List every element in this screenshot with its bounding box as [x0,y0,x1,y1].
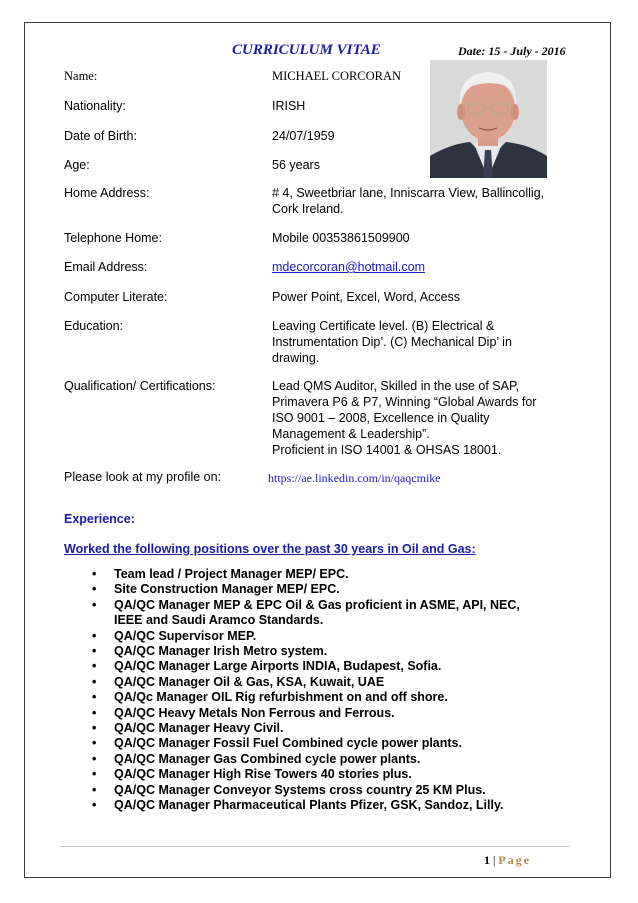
education-label: Education: [64,319,124,333]
experience-item: • QA/QC Supervisor MEP. [92,628,257,643]
experience-item: • QA/QC Manager MEP & EPC Oil & Gas proficient in ASME, API, NEC, IEEE and Saudi Aramco Standards. [92,597,520,628]
name-value: MICHAEL CORCORAN [272,69,402,83]
address-value: # 4, Sweetbriar lane, Inniscarra View, Ballincollig, Cork Ireland. [272,186,545,216]
qualification-text: Lead QMS Auditor, Skilled in the use of SAP, Primavera P6 & P7, Winning “Global Awards for ISO 9001 – 2008, Excellence in Quality Management & Leadership”. [272,379,537,441]
experience-item: • QA/QC Manager Pharmaceutical Plants Pfizer, GSK, Sandoz, Lilly. [92,798,504,813]
experience-item: • Site Construction Manager MEP/ EPC. [92,582,340,597]
page-number: 1 [484,853,490,867]
bullet-icon: • [92,721,97,736]
experience-item: • QA/QC Manager Oil & Gas, KSA, Kuwait, UAE [92,674,385,689]
computer-value: Power Point, Excel, Word, Access [272,290,461,304]
dob-value: 24/07/1959 [272,129,335,143]
bullet-icon: • [92,782,97,797]
experience-item: • QA/QC Manager High Rise Towers 40 stories plus. [92,767,412,782]
bullet-icon: • [92,705,97,720]
education-value: Leaving Certificate level. (B) Electrical & Instrumentation Dip’. (C) Mechanical Dip’ in drawing. [272,319,512,365]
telephone-label: Telephone Home: [64,231,162,245]
bullet-icon: • [92,597,97,612]
telephone-value: Mobile 00353861509900 [272,231,410,245]
bullet-icon: • [92,690,97,705]
bullet-icon: • [92,751,97,766]
email-link[interactable]: mdecorcoran@hotmail.com [272,260,426,274]
page-footer [484,853,531,868]
bullet-icon: • [92,798,97,813]
experience-item: • QA/QC Manager Large Airports INDIA, Budapest, Sofia. [92,659,442,674]
qualification-label: Qualification/ Certifications: [64,379,216,393]
experience-item: • QA/QC Manager Fossil Fuel Combined cycle power plants. [92,736,462,751]
nationality-value: IRISH [272,99,306,113]
experience-item: • QA/QC Manager Heavy Civil. [92,721,284,736]
dob-label: Date of Birth: [64,129,137,143]
age-value: 56 years [272,158,320,172]
experience-list [92,567,542,814]
qualification-text-2: Proficient in ISO 14001 & OHSAS 18001. [272,443,502,457]
qualification-value [272,378,544,458]
computer-label: Computer Literate: [64,290,168,304]
bullet-icon: • [92,644,97,659]
bullet-icon: • [92,736,97,751]
profile-label: Please look at my profile on: [64,470,222,484]
experience-item: • QA/Qc Manager OIL Rig refurbishment on and off shore. [92,690,448,705]
experience-intro: Worked the following positions over the past 30 years in Oil and Gas: [64,542,476,556]
page-word: Page [498,853,532,867]
bullet-icon: • [92,767,97,782]
experience-item: • QA/QC Manager Conveyor Systems cross country 25 KM Plus. [92,782,486,797]
bullet-icon: • [92,674,97,689]
nationality-label: Nationality: [64,99,126,113]
experience-item: • Team lead / Project Manager MEP/ EPC. [92,567,349,581]
footer-divider [60,846,570,847]
document-date: Date: 15 - July - 2016 [458,44,566,58]
name-label: Name: [64,69,98,83]
experience-heading: Experience: [64,512,135,526]
age-label: Age: [64,158,90,172]
page-separator: | [493,853,496,867]
address-label: Home Address: [64,186,150,200]
bullet-icon: • [92,628,97,643]
bullet-icon: • [92,659,97,674]
document-title: CURRICULUM VITAE [232,42,381,58]
experience-item: • QA/QC Manager Irish Metro system. [92,644,328,659]
email-label: Email Address: [64,260,148,274]
experience-item: • QA/QC Heavy Metals Non Ferrous and Ferrous. [92,705,395,720]
bullet-icon: • [92,567,97,581]
bullet-icon: • [92,582,97,597]
linkedin-link[interactable]: https://ae.linkedin.com/in/qaqcmike [268,471,441,485]
experience-item: • QA/QC Manager Gas Combined cycle power plants. [92,751,421,766]
